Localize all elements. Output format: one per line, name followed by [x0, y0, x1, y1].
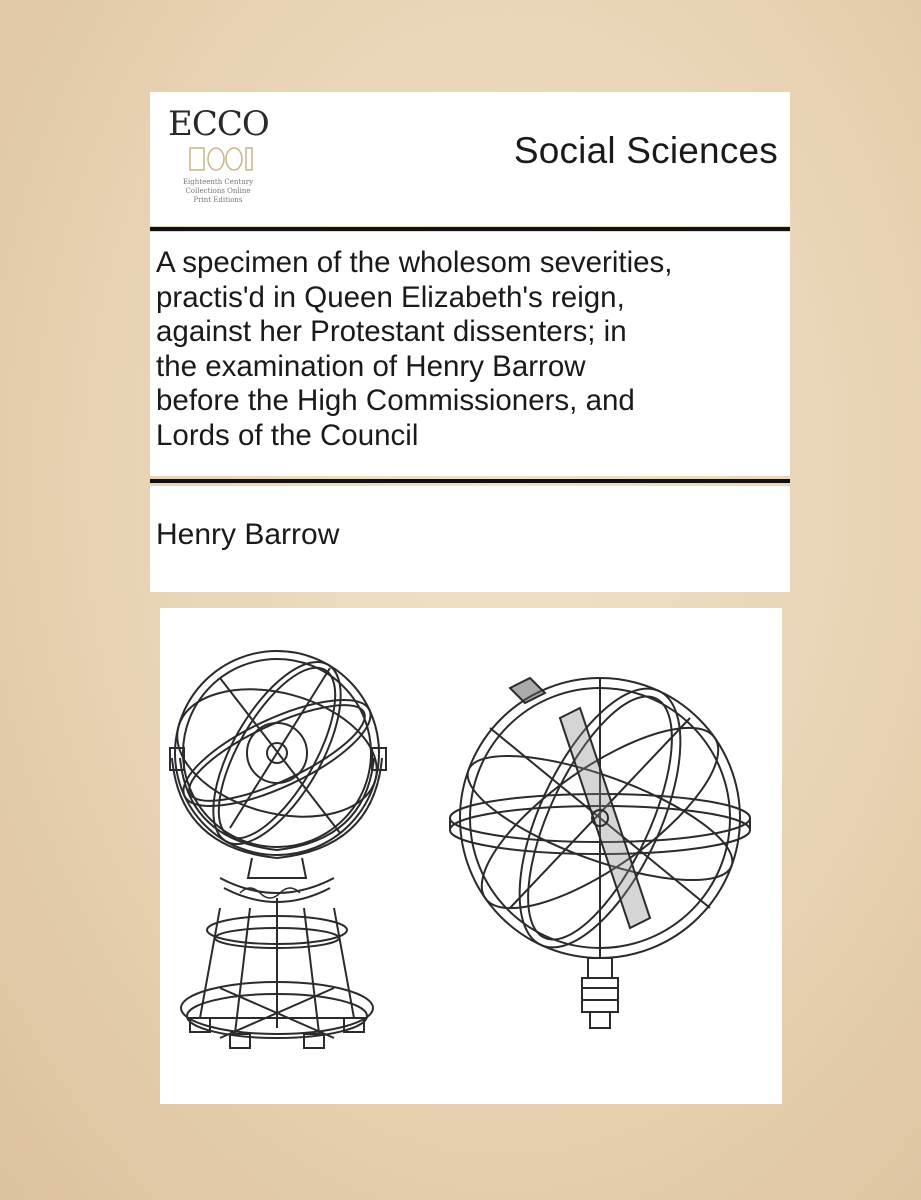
title-line: against her Protestant dissenters; in [156, 315, 627, 348]
title-line: practis'd in Queen Elizabeth's reign, [156, 280, 625, 314]
armillary-spheres-illustration [160, 608, 782, 1104]
left-armillary-sphere-icon [163, 643, 391, 1048]
logo-line-1: Eighteenth Century [182, 178, 254, 186]
publisher-logo [168, 104, 268, 216]
logo-line-3: Print Editions [193, 196, 243, 204]
illustration-panel [160, 608, 782, 1104]
book-title [156, 246, 784, 453]
header-panel [150, 92, 790, 226]
divider-rule [150, 479, 790, 483]
title-line: A specimen of the wholesom severities, [156, 246, 673, 279]
author-name: Henry Barrow [156, 518, 340, 551]
right-armillary-sphere-icon [450, 666, 750, 1028]
title-line: Lords of the Council [156, 418, 419, 452]
divider-rule [150, 227, 790, 231]
title-line: the examination of Henry Barrow [156, 349, 586, 383]
title-line: before the High Commissioners, and [156, 384, 635, 417]
series-label: Social Sciences [513, 130, 778, 171]
title-panel [150, 232, 790, 476]
logo-line-2: Collections Online [185, 187, 251, 195]
logo-wordmark: ECCO [168, 104, 269, 144]
author-panel [150, 486, 790, 592]
